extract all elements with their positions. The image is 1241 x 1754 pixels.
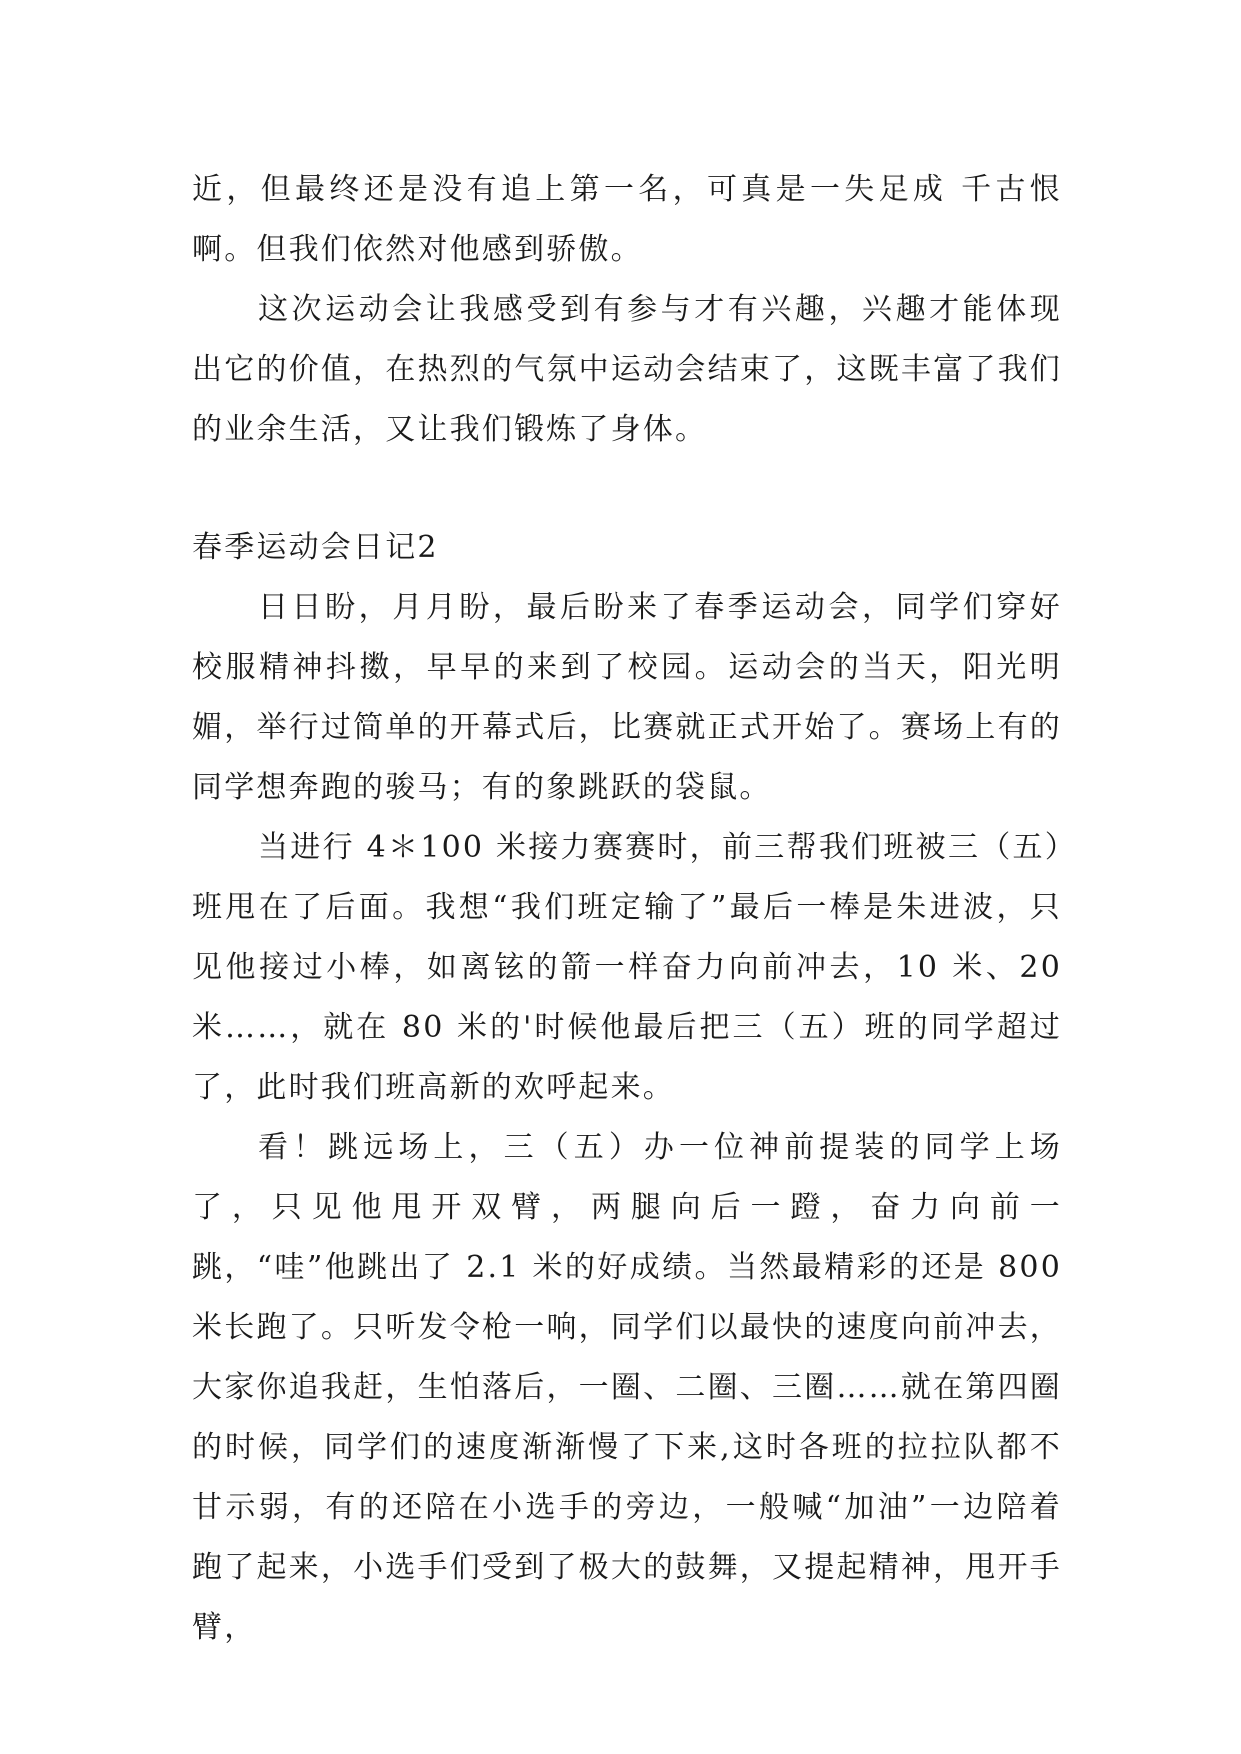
paragraph-conclusion: 这次运动会让我感受到有参与才有兴趣，兴趣才能体现出它的价值，在热烈的气氛中运动会结束了，这既丰富了我们的业余生活，又让我们锻炼了身体。 bbox=[192, 292, 1062, 447]
paragraph-continuation: 近，但最终还是没有追上第一名，可真是一失足成 千古恨啊。但我们依然对他感到骄傲。 bbox=[192, 172, 1062, 267]
document-body bbox=[192, 160, 1062, 1658]
section-gap bbox=[192, 460, 1062, 518]
paragraph-relay: 当进行 4＊100 米接力赛赛时，前三帮我们班被三（五）班甩在了后面。我想“我们班定输了”最后一棒是朱进波，只见他接过小棒，如离铉的箭一样奋力向前冲去，10 米、20 米……，就在 80 米的'时候他最后把三（五）班的同学超过了，此时我们班高新的欢呼起来。 bbox=[192, 830, 1062, 1105]
section-heading: 春季运动会日记2 bbox=[192, 530, 439, 565]
paragraph-opening: 日日盼，月月盼，最后盼来了春季运动会，同学们穿好校服精神抖擞，早早的来到了校园。运动会的当天，阳光明媚，举行过简单的开幕式后，比赛就正式开始了。赛场上有的同学想奔跑的骏马；有的象跳跃的袋鼠。 bbox=[192, 590, 1062, 805]
paragraph-long-jump: 看！跳远场上，三（五）办一位神前提装的同学上场了，只见他甩开双臂，两腿向后一蹬，奋力向前一跳，“哇”他跳出了 2.1 米的好成绩。当然最精彩的还是 800 米长跑了。只听发令枪一响，同学们以最快的速度向前冲去，大家你追我赶，生怕落后，一圈、二圈、三圈……就在第四圈的时候，同学们的速度渐渐慢了下来,这时各班的拉拉队都不甘示弱，有的还陪在小选手的旁边，一般喊“加油”一边陪着跑了起来，小选手们受到了极大的鼓舞，又提起精神，甩开手臂， bbox=[192, 1130, 1062, 1645]
